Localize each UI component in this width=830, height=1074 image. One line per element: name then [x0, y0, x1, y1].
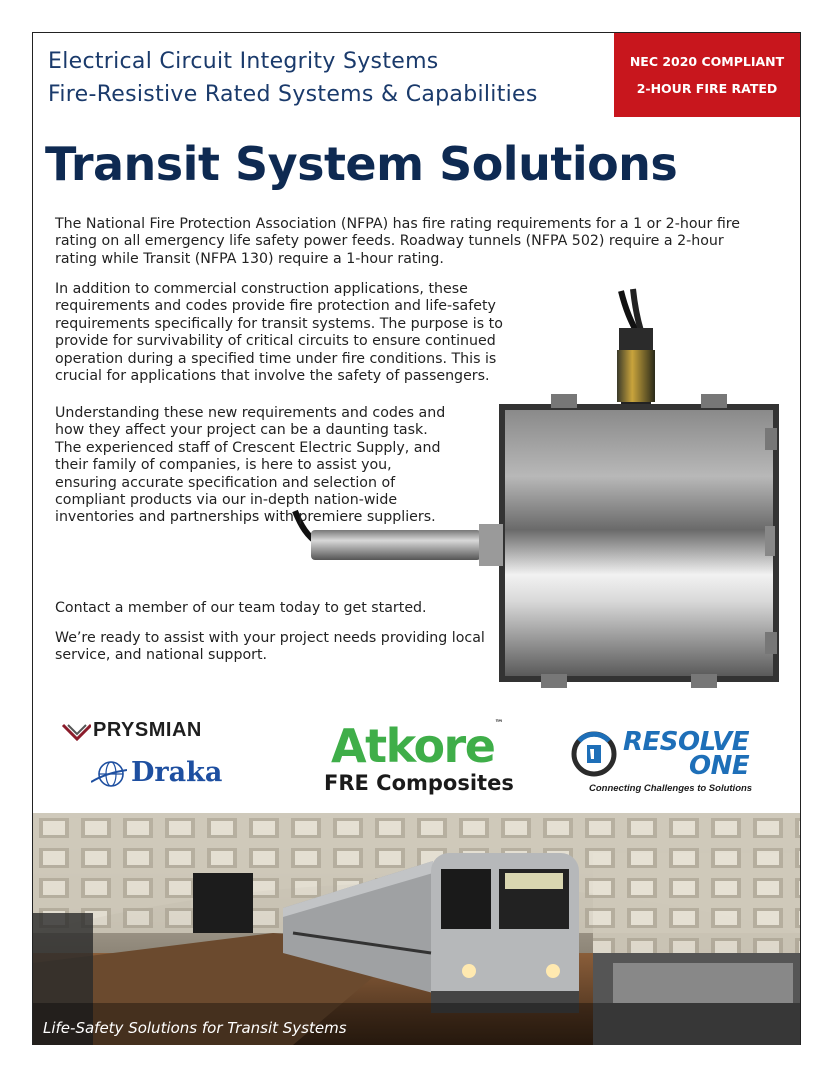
partner-logos [33, 713, 800, 813]
draka-wordmark: Draka [131, 757, 223, 788]
page-title: Transit System Solutions [45, 137, 678, 191]
badge-line-2: 2-HOUR FIRE RATED [636, 81, 778, 96]
intro-paragraph: The National Fire Protection Association (NFPA) has fire rating requirements for a 1 or 2-hour fire rating on all emergency life safety power feeds. Roadway tunnels (NFPA 502) require a 2-hour rating while Transit (NFPA 130) require a 1-hour rating. [55, 216, 741, 267]
photo-caption: Life-Safety Solutions for Transit Systems [43, 1019, 347, 1037]
subway-station-illustration [33, 813, 800, 1045]
atkore-logo [331, 719, 503, 773]
subtitle-line-1: Electrical Circuit Integrity Systems [48, 49, 439, 74]
compliance-badge [614, 33, 800, 117]
prysmian-mark-icon [61, 721, 91, 741]
contact-paragraph: Contact a member of our team today to get started. [55, 600, 427, 616]
resolve-tagline: Connecting Challenges to Solutions [589, 783, 753, 794]
badge-line-1: NEC 2020 COMPLIANT [629, 54, 785, 69]
flyer-page [32, 32, 801, 1045]
globe-icon [91, 760, 127, 788]
one-wordmark: ONE [689, 751, 750, 781]
resolve-circle-icon [571, 731, 617, 777]
prysmian-wordmark: PRYSMIAN [93, 719, 202, 741]
fre-composites-label: FRE Composites [324, 771, 514, 795]
trademark-mark: ™ [494, 719, 504, 729]
support-paragraph: Understanding these new requirements and codes and how they affect your project can be a daunting task. The experienced staff of Crescent Electric Supply, and their family of companies, is here to assist you, ensuring accurate specification and selection of compliant products via our in-depth nation-wide inventories and partnerships with premiere suppliers. [55, 405, 446, 526]
subtitle-line-2: Fire-Resistive Rated Systems & Capabilities [48, 82, 538, 107]
resolve-one-logo [571, 727, 781, 799]
assist-paragraph: We’re ready to assist with your project needs providing local service, and national support. [55, 630, 485, 664]
transit-train-photo [33, 813, 800, 1045]
prysmian-logo [61, 719, 202, 742]
applications-paragraph: In addition to commercial construction applications, these requirements and codes provide fire protection and life-safety requirements specifically for transit systems. The purpose is to provide for survivability of critical circuits to ensure continued operation during a specified time under fire conditions. This is crucial for applications that involve the safety of passengers. [55, 281, 503, 385]
atkore-wordmark: Atkore [331, 719, 495, 773]
resolve-wordmark: RESOLVE [623, 727, 749, 757]
draka-logo [91, 757, 222, 788]
